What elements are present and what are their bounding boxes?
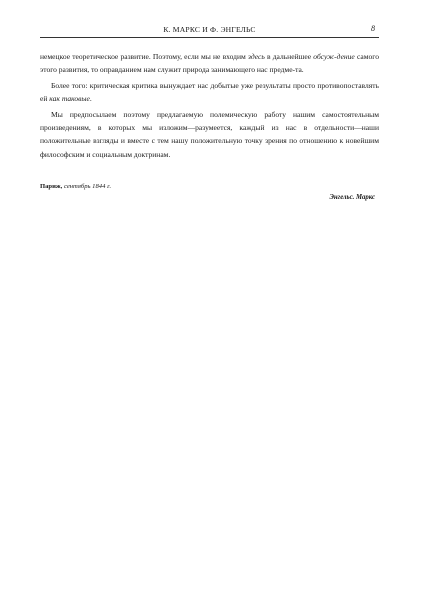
- paragraph-1: [40, 50, 379, 76]
- paragraph-1-text-c: самого этого развития, то оправданием нам служит природа занимающего нас предме-та.: [40, 52, 379, 75]
- paragraph-2-emphasis: как таковые: [49, 94, 90, 104]
- paragraph-1-emphasis-a: здесь: [248, 52, 265, 61]
- paragraph-3: [40, 108, 379, 161]
- paragraph-2-text-a: Более того: критическая критика вынуждает нас добытые уже результаты просто противопоставлять ей: [40, 81, 379, 104]
- paragraph-1-text-b: в дальнейшее: [264, 52, 314, 61]
- signoff: [40, 183, 379, 207]
- place-date: [40, 183, 111, 190]
- place: Париж,: [40, 183, 63, 190]
- paragraph-2: [40, 79, 379, 105]
- page-number: 8: [371, 24, 375, 33]
- signatures: Энгельс. Маркс: [329, 194, 375, 201]
- date: сентябрь 1844 г.: [62, 183, 112, 190]
- paragraph-1-text-a: немецкое теоретическое развитие. Поэтому, если мы не входим: [40, 52, 249, 61]
- body-text: [40, 50, 379, 163]
- running-title: К. МАРКС И Ф. ЭНГЕЛЬС: [163, 25, 256, 34]
- paragraph-1-emphasis-b: обсуж-дение: [313, 52, 355, 61]
- running-header: [40, 24, 379, 38]
- paragraph-3-text: Мы предпосылаем поэтому предлагаемую полемическую работу нашим самостоятельным произведениям, в которых мы изложим—разумеется, каждый из нас в отдельности—наши положительные взгляды и вместе с тем нашу положительную точку зрения по отношению к новейшим философским и социальным доктринам.: [40, 110, 379, 159]
- paragraph-2-text-b: .: [89, 94, 92, 104]
